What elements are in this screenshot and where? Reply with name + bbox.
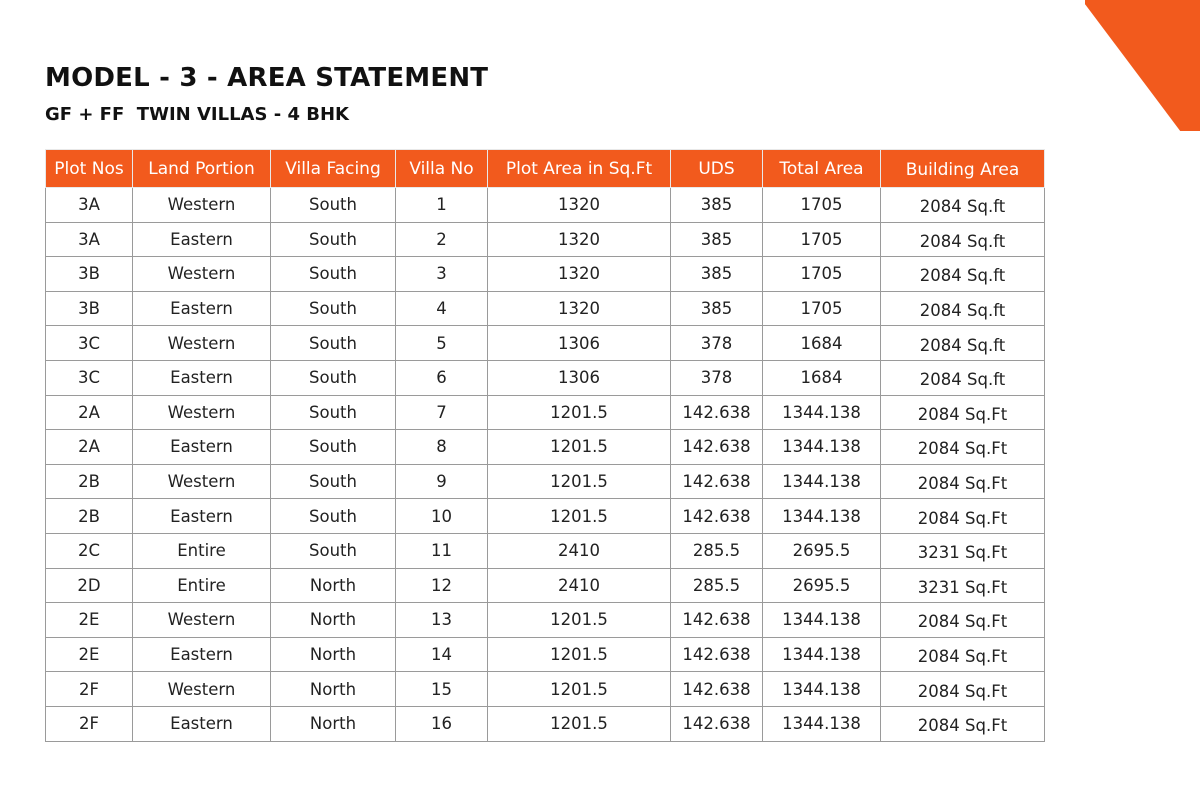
building-area-cell: 2084 Sq.Ft	[881, 603, 1045, 638]
plot-no-cell: 3B	[46, 257, 133, 292]
land-portion-cell: Western	[133, 464, 271, 499]
table-row	[46, 637, 1045, 672]
column-header: Plot Area in Sq.Ft	[488, 150, 671, 188]
uds-cell: 142.638	[671, 637, 763, 672]
corner-decoration	[1085, 0, 1200, 131]
building-area-cell: 2084 Sq.ft	[881, 257, 1045, 292]
plot-area-cell: 1320	[488, 257, 671, 292]
land-portion-cell: Eastern	[133, 706, 271, 741]
uds-cell: 142.638	[671, 430, 763, 465]
villa-facing-cell: South	[271, 360, 396, 395]
table-row	[46, 672, 1045, 707]
villa-facing-cell: South	[271, 533, 396, 568]
uds-cell: 378	[671, 326, 763, 361]
plot-no-cell: 2A	[46, 395, 133, 430]
villa-facing-cell: North	[271, 706, 396, 741]
total-area-cell: 1344.138	[763, 672, 881, 707]
building-area-cell: 2084 Sq.Ft	[881, 395, 1045, 430]
plot-area-cell: 1201.5	[488, 706, 671, 741]
land-portion-cell: Eastern	[133, 291, 271, 326]
table-row	[46, 222, 1045, 257]
plot-area-cell: 1306	[488, 360, 671, 395]
column-header: Villa No	[396, 150, 488, 188]
page-subtitle: GF + FF TWIN VILLAS - 4 BHK	[45, 104, 349, 125]
table-row	[46, 326, 1045, 361]
uds-cell: 385	[671, 222, 763, 257]
plot-no-cell: 2A	[46, 430, 133, 465]
villa-no-cell: 6	[396, 360, 488, 395]
land-portion-cell: Western	[133, 326, 271, 361]
villa-no-cell: 5	[396, 326, 488, 361]
land-portion-cell: Eastern	[133, 499, 271, 534]
building-area-cell: 2084 Sq.ft	[881, 222, 1045, 257]
villa-facing-cell: South	[271, 188, 396, 223]
building-area-cell: 2084 Sq.Ft	[881, 706, 1045, 741]
column-header: Plot Nos	[46, 150, 133, 188]
villa-facing-cell: South	[271, 291, 396, 326]
villa-no-cell: 15	[396, 672, 488, 707]
villa-no-cell: 14	[396, 637, 488, 672]
building-area-cell: 2084 Sq.Ft	[881, 499, 1045, 534]
table-row	[46, 430, 1045, 465]
villa-no-cell: 16	[396, 706, 488, 741]
column-header: Building Area	[881, 150, 1045, 188]
villa-no-cell: 12	[396, 568, 488, 603]
area-statement-table	[45, 149, 1045, 742]
uds-cell: 142.638	[671, 395, 763, 430]
table-row	[46, 464, 1045, 499]
uds-cell: 378	[671, 360, 763, 395]
plot-area-cell: 1201.5	[488, 430, 671, 465]
total-area-cell: 1344.138	[763, 464, 881, 499]
column-header: Land Portion	[133, 150, 271, 188]
villa-facing-cell: South	[271, 464, 396, 499]
villa-no-cell: 7	[396, 395, 488, 430]
building-area-cell: 2084 Sq.Ft	[881, 464, 1045, 499]
table-row	[46, 568, 1045, 603]
uds-cell: 385	[671, 257, 763, 292]
plot-no-cell: 2F	[46, 706, 133, 741]
building-area-cell: 2084 Sq.Ft	[881, 672, 1045, 707]
plot-area-cell: 1320	[488, 222, 671, 257]
land-portion-cell: Eastern	[133, 360, 271, 395]
building-area-cell: 3231 Sq.Ft	[881, 533, 1045, 568]
plot-no-cell: 2C	[46, 533, 133, 568]
plot-no-cell: 2B	[46, 464, 133, 499]
land-portion-cell: Western	[133, 395, 271, 430]
uds-cell: 385	[671, 291, 763, 326]
plot-no-cell: 3A	[46, 222, 133, 257]
land-portion-cell: Eastern	[133, 430, 271, 465]
table-row	[46, 499, 1045, 534]
table-row	[46, 360, 1045, 395]
villa-no-cell: 2	[396, 222, 488, 257]
villa-facing-cell: North	[271, 603, 396, 638]
plot-area-cell: 1201.5	[488, 637, 671, 672]
land-portion-cell: Western	[133, 672, 271, 707]
plot-no-cell: 2E	[46, 637, 133, 672]
total-area-cell: 1684	[763, 326, 881, 361]
total-area-cell: 1344.138	[763, 603, 881, 638]
plot-area-cell: 1201.5	[488, 395, 671, 430]
villa-no-cell: 3	[396, 257, 488, 292]
villa-facing-cell: South	[271, 326, 396, 361]
land-portion-cell: Entire	[133, 533, 271, 568]
uds-cell: 285.5	[671, 568, 763, 603]
villa-no-cell: 10	[396, 499, 488, 534]
table-row	[46, 291, 1045, 326]
plot-no-cell: 2B	[46, 499, 133, 534]
villa-no-cell: 11	[396, 533, 488, 568]
villa-facing-cell: South	[271, 430, 396, 465]
uds-cell: 142.638	[671, 464, 763, 499]
total-area-cell: 1684	[763, 360, 881, 395]
plot-area-cell: 1201.5	[488, 672, 671, 707]
total-area-cell: 1705	[763, 257, 881, 292]
plot-area-cell: 1320	[488, 291, 671, 326]
column-header: Villa Facing	[271, 150, 396, 188]
total-area-cell: 2695.5	[763, 533, 881, 568]
villa-no-cell: 13	[396, 603, 488, 638]
villa-facing-cell: North	[271, 568, 396, 603]
land-portion-cell: Western	[133, 257, 271, 292]
villa-facing-cell: North	[271, 672, 396, 707]
plot-area-cell: 2410	[488, 533, 671, 568]
villa-facing-cell: South	[271, 499, 396, 534]
table-header-row	[46, 150, 1045, 188]
building-area-cell: 2084 Sq.Ft	[881, 637, 1045, 672]
total-area-cell: 1344.138	[763, 637, 881, 672]
plot-area-cell: 2410	[488, 568, 671, 603]
total-area-cell: 1344.138	[763, 499, 881, 534]
villa-facing-cell: South	[271, 395, 396, 430]
building-area-cell: 3231 Sq.Ft	[881, 568, 1045, 603]
table-row	[46, 257, 1045, 292]
column-header: Total Area	[763, 150, 881, 188]
table-row	[46, 603, 1045, 638]
plot-area-cell: 1306	[488, 326, 671, 361]
plot-area-cell: 1201.5	[488, 499, 671, 534]
building-area-cell: 2084 Sq.ft	[881, 188, 1045, 223]
table-row	[46, 188, 1045, 223]
land-portion-cell: Western	[133, 603, 271, 638]
plot-no-cell: 2E	[46, 603, 133, 638]
villa-facing-cell: South	[271, 257, 396, 292]
total-area-cell: 1344.138	[763, 395, 881, 430]
villa-no-cell: 9	[396, 464, 488, 499]
plot-no-cell: 3C	[46, 326, 133, 361]
land-portion-cell: Eastern	[133, 637, 271, 672]
total-area-cell: 1344.138	[763, 706, 881, 741]
plot-area-cell: 1320	[488, 188, 671, 223]
total-area-cell: 1344.138	[763, 430, 881, 465]
table-row	[46, 533, 1045, 568]
building-area-cell: 2084 Sq.ft	[881, 291, 1045, 326]
column-header: UDS	[671, 150, 763, 188]
plot-no-cell: 3C	[46, 360, 133, 395]
total-area-cell: 2695.5	[763, 568, 881, 603]
plot-area-cell: 1201.5	[488, 464, 671, 499]
land-portion-cell: Western	[133, 188, 271, 223]
villa-no-cell: 4	[396, 291, 488, 326]
total-area-cell: 1705	[763, 222, 881, 257]
uds-cell: 142.638	[671, 672, 763, 707]
table-row	[46, 706, 1045, 741]
uds-cell: 142.638	[671, 706, 763, 741]
plot-no-cell: 3B	[46, 291, 133, 326]
table-row	[46, 395, 1045, 430]
uds-cell: 285.5	[671, 533, 763, 568]
uds-cell: 142.638	[671, 603, 763, 638]
building-area-cell: 2084 Sq.ft	[881, 326, 1045, 361]
plot-no-cell: 2D	[46, 568, 133, 603]
villa-no-cell: 1	[396, 188, 488, 223]
land-portion-cell: Eastern	[133, 222, 271, 257]
plot-no-cell: 3A	[46, 188, 133, 223]
total-area-cell: 1705	[763, 188, 881, 223]
building-area-cell: 2084 Sq.Ft	[881, 430, 1045, 465]
plot-no-cell: 2F	[46, 672, 133, 707]
table-body	[46, 188, 1045, 742]
villa-facing-cell: South	[271, 222, 396, 257]
land-portion-cell: Entire	[133, 568, 271, 603]
plot-area-cell: 1201.5	[488, 603, 671, 638]
page-title: MODEL - 3 - AREA STATEMENT	[45, 63, 489, 93]
villa-facing-cell: North	[271, 637, 396, 672]
villa-no-cell: 8	[396, 430, 488, 465]
building-area-cell: 2084 Sq.ft	[881, 360, 1045, 395]
uds-cell: 385	[671, 188, 763, 223]
total-area-cell: 1705	[763, 291, 881, 326]
uds-cell: 142.638	[671, 499, 763, 534]
